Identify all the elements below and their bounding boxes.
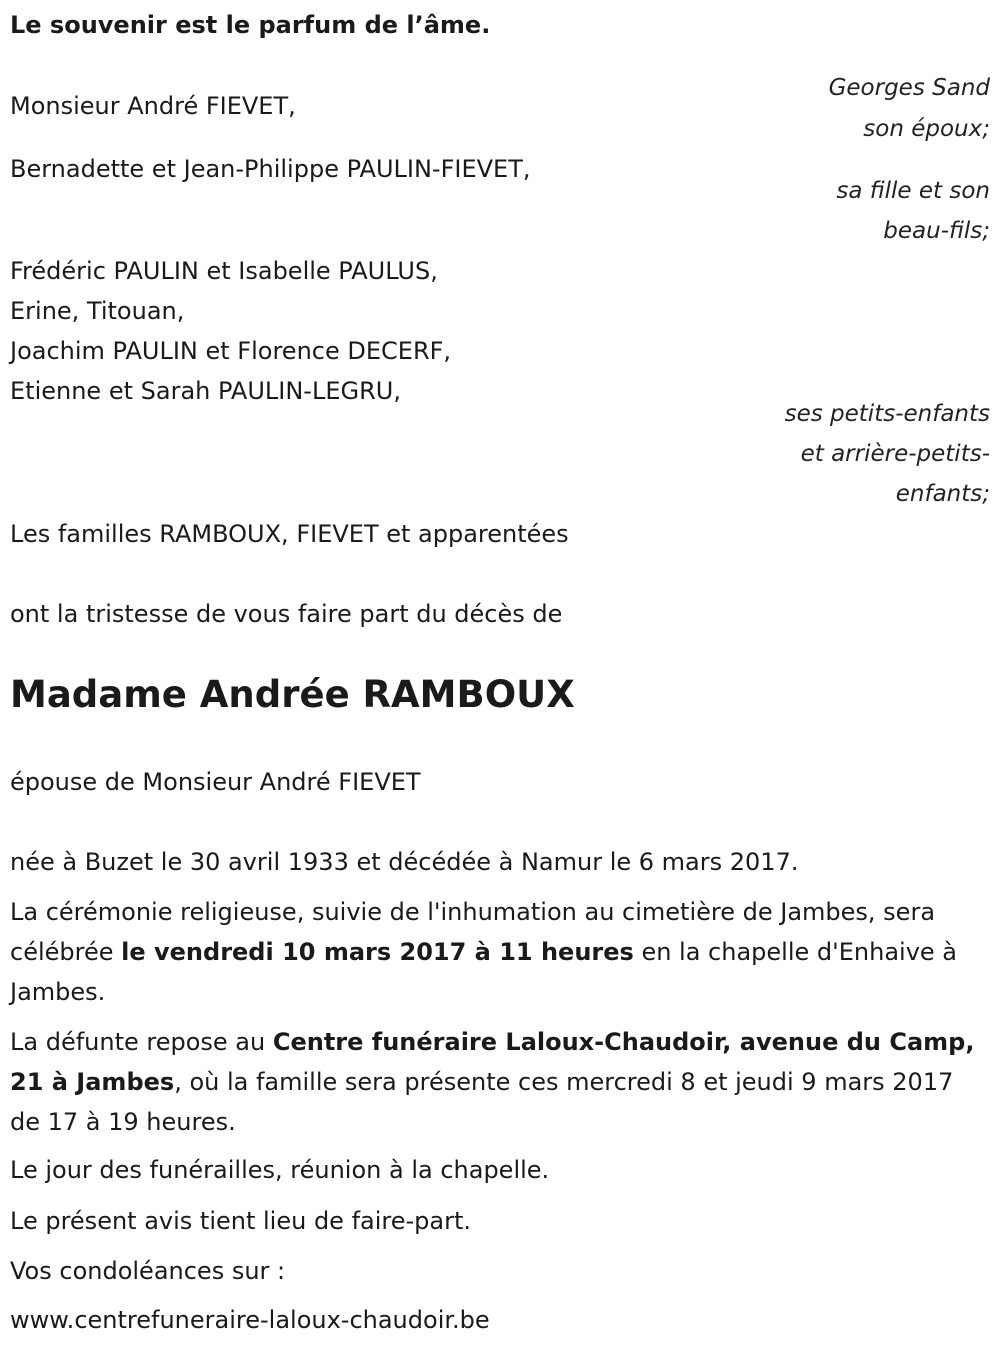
family-relation-line: beau-fils; xyxy=(883,218,990,244)
family-name-line: Monsieur André FIEVET, xyxy=(10,92,296,120)
ceremony-date: le vendredi 10 mars 2017 à 11 heures xyxy=(121,938,634,966)
deceased-name: Madame Andrée RAMBOUX xyxy=(10,673,575,716)
family-relation-line: sa fille et son xyxy=(836,178,990,204)
ceremony-text: La cérémonie religieuse, suivie de l'inhumation au cimetière de Jambes, sera célébrée xyxy=(10,898,936,966)
birth-death-line: née à Buzet le 30 avril 1933 et décédée à Namur le 6 mars 2017. xyxy=(10,848,799,876)
visitation-schedule: , où la famille sera présente ces mercredi 8 et jeudi 9 mars 2017 de 17 à 19 heures. xyxy=(10,1068,954,1136)
visitation-paragraph xyxy=(10,1022,985,1142)
family-name-line: Bernadette et Jean-Philippe PAULIN-FIEVET, xyxy=(10,155,531,183)
epigraph-quote: Le souvenir est le parfum de l’âme. xyxy=(10,11,491,39)
condolences-website-link[interactable]: www.centrefuneraire-laloux-chaudoir.be xyxy=(10,1306,490,1334)
announcement-text: ont la tristesse de vous faire part du décès de xyxy=(10,600,563,628)
family-relation-line: son époux; xyxy=(863,116,990,142)
family-name-line: Frédéric PAULIN et Isabelle PAULUS, xyxy=(10,257,438,285)
notice-line: Le présent avis tient lieu de faire-part. xyxy=(10,1207,472,1235)
spouse-line: épouse de Monsieur André FIEVET xyxy=(10,768,421,796)
family-name-line: Etienne et Sarah PAULIN-LEGRU, xyxy=(10,377,401,405)
visitation-text: La défunte repose au xyxy=(10,1028,273,1056)
funeral-center-address: Centre funéraire Laloux-Chaudoir, avenue du Camp, 21 à Jambes xyxy=(10,1028,975,1096)
family-relation-line: enfants; xyxy=(895,481,990,507)
condolences-label: Vos condoléances sur : xyxy=(10,1257,286,1285)
family-relation-line: ses petits-enfants xyxy=(784,401,990,427)
family-name-line: Joachim PAULIN et Florence DECERF, xyxy=(10,337,452,365)
ceremony-paragraph xyxy=(10,892,985,1012)
funeral-day-note: Le jour des funérailles, réunion à la chapelle. xyxy=(10,1156,550,1184)
family-relation-line: et arrière-petits- xyxy=(800,441,990,467)
epigraph-author: Georges Sand xyxy=(828,75,990,101)
family-name-line: Les familles RAMBOUX, FIEVET et apparentées xyxy=(10,520,569,548)
family-name-line: Erine, Titouan, xyxy=(10,297,185,325)
ceremony-location: en la chapelle d'Enhaive à Jambes. xyxy=(10,938,957,1006)
